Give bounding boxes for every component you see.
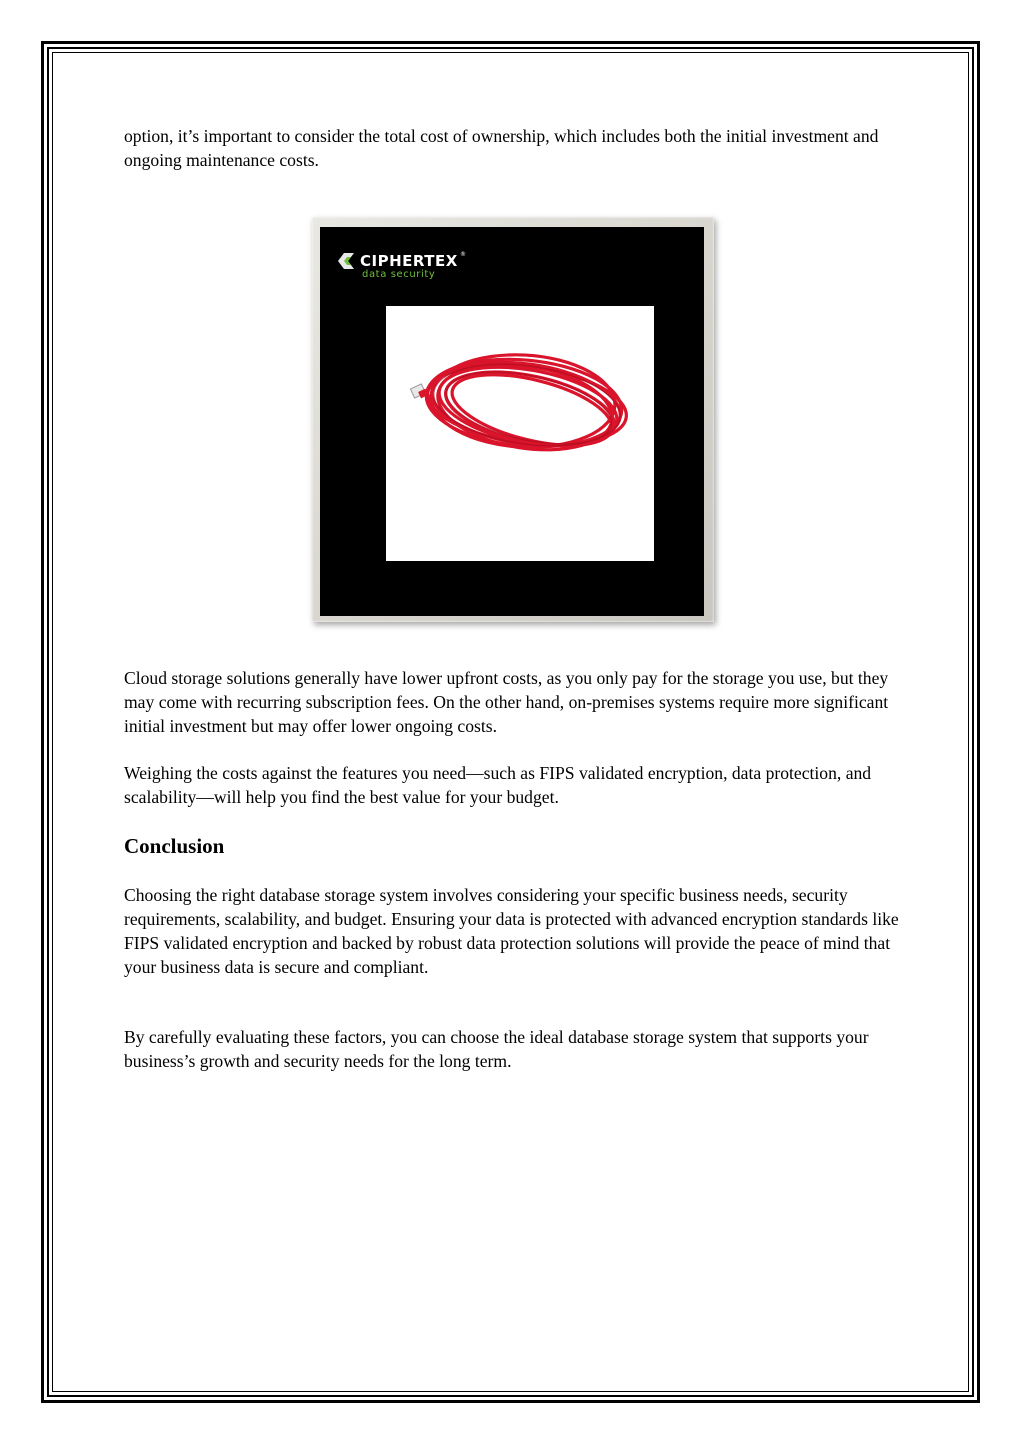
paragraph-conclusion-2: By carefully evaluating these factors, you can choose the ideal database storage system that supports your business’s growth and security needs for the long term.	[124, 1027, 869, 1071]
paragraph-weighing-costs: Weighing the costs against the features you need—such as FIPS validated encryption, data protection, and scalability—will help you find the best value for your budget.	[124, 763, 872, 807]
red-cable-icon	[386, 306, 654, 561]
logo-tagline: data security	[362, 269, 436, 280]
ciphertex-logo	[338, 245, 468, 285]
intro-paragraph: option, it’s important to consider the total cost of ownership, which includes both the initial investment and ongoing maintenance costs.	[124, 126, 879, 170]
paragraph-cost-comparison: Cloud storage solutions generally have lower upfront costs, as you only pay for the storage you use, but they may come with recurring subscription fees. On the other hand, on-premises systems require more significant initial investment but may offer lower ongoing costs.	[124, 668, 889, 736]
logo-registered-mark: ®	[460, 251, 466, 258]
conclusion-heading: Conclusion	[124, 834, 225, 858]
ciphertex-logo-mark-icon	[338, 253, 354, 269]
product-photo	[386, 306, 654, 561]
product-image-matte	[320, 227, 704, 616]
product-image-frame	[312, 217, 714, 622]
paragraph-conclusion-1: Choosing the right database storage system involves considering your specific business needs, security requirements, scalability, and budget. Ensuring your data is protected with advanced encryption standards like FIPS validated encryption and backed by robust data protection solutions will provide the peace of mind that your business data is secure and compliant.	[124, 885, 899, 977]
logo-wordmark: CIPHERTEX	[360, 252, 458, 270]
